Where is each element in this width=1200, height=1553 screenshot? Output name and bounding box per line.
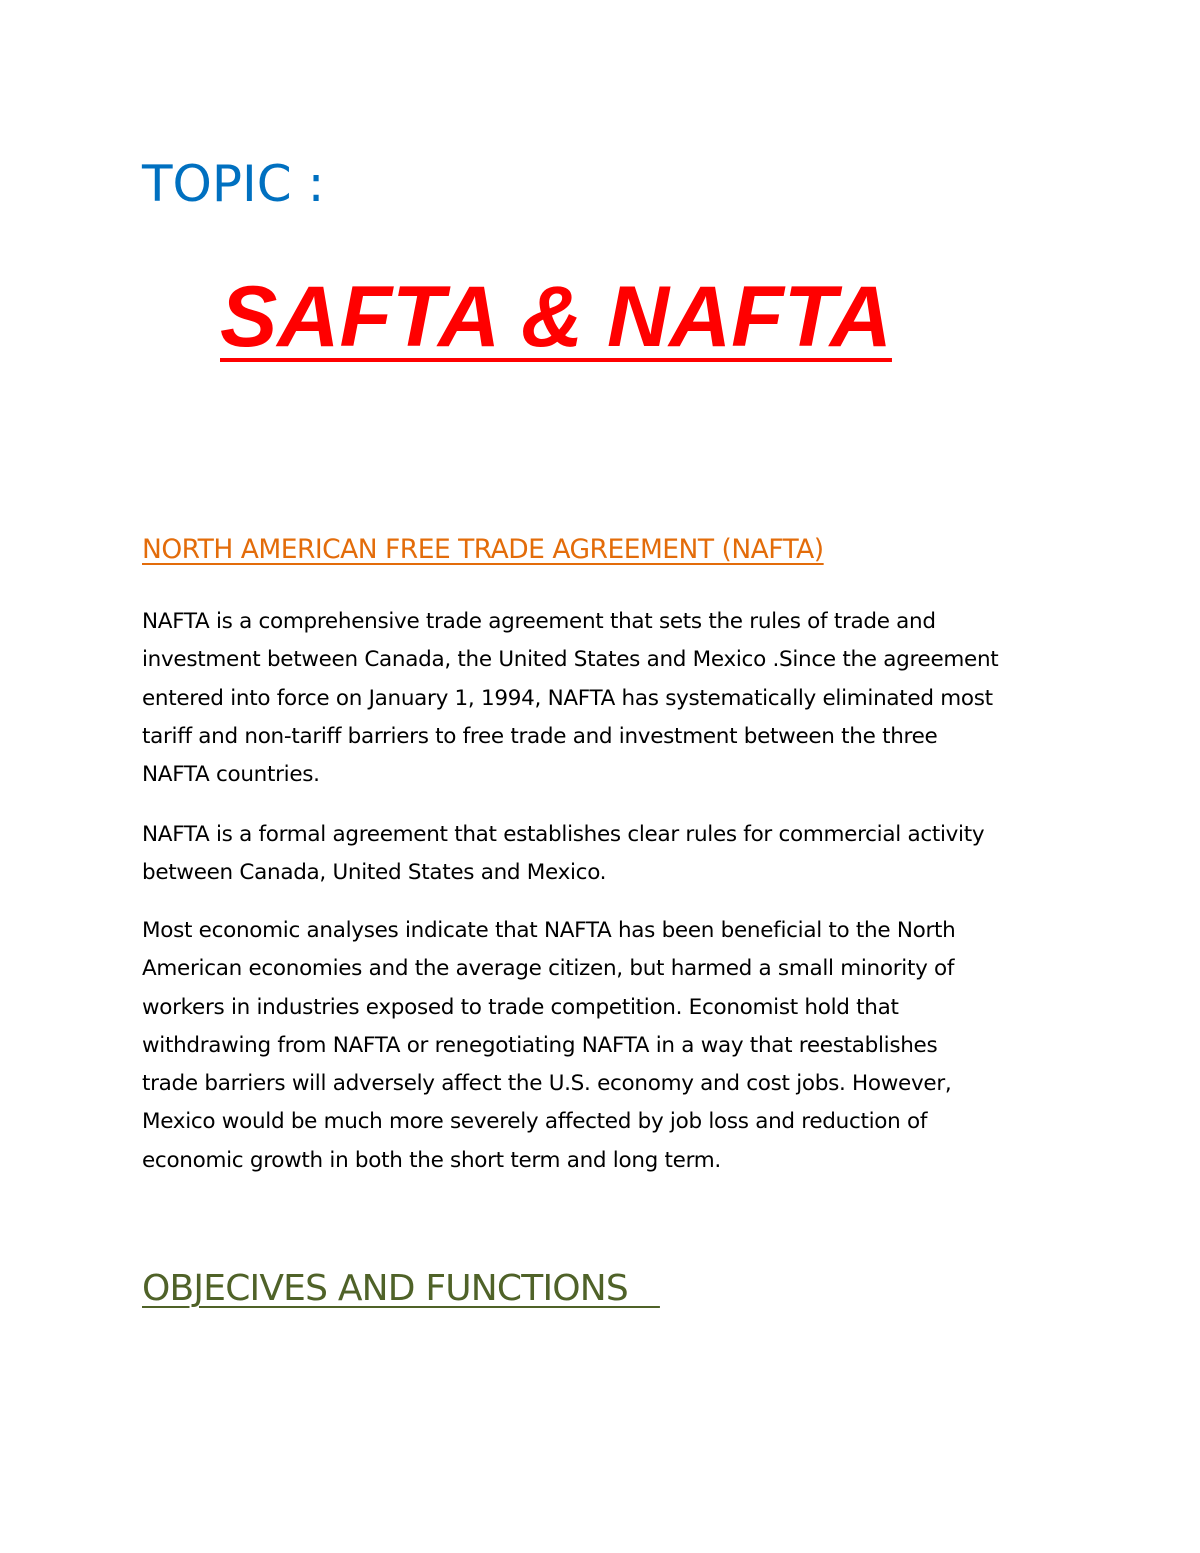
paragraph-line: NAFTA countries. <box>142 762 320 788</box>
paragraph-line: investment between Canada, the United States and Mexico .Since the agreement <box>142 647 999 673</box>
paragraph-line: tariff and non-tariff barriers to free trade and investment between the three <box>142 723 938 749</box>
paragraph-line: entered into force on January 1, 1994, NAFTA has systematically eliminated most <box>142 685 993 711</box>
paragraph-line: withdrawing from NAFTA or renegotiating NAFTA in a way that reestablishes <box>142 1032 938 1058</box>
topic-label: TOPIC : <box>142 155 325 213</box>
objectives-heading: OBJECIVES AND FUNCTIONS <box>142 1268 660 1309</box>
paragraph-line: Mexico would be much more severely affected by job loss and reduction of <box>142 1109 928 1135</box>
paragraph-nafta-economic-analysis <box>142 912 1062 1180</box>
paragraph-line: NAFTA is a formal agreement that establishes clear rules for commercial activity <box>142 822 985 847</box>
paragraph-nafta-overview <box>142 603 1062 794</box>
paragraph-line: trade barriers will adversely affect the U.S. economy and cost jobs. However, <box>142 1071 952 1097</box>
paragraph-line: Most economic analyses indicate that NAFTA has been beneficial to the North <box>142 918 956 943</box>
paragraph-line: economic growth in both the short term and long term. <box>142 1147 721 1173</box>
paragraph-line: between Canada, United States and Mexico. <box>142 860 607 886</box>
paragraph-nafta-formal-agreement <box>142 816 1062 893</box>
paragraph-line: NAFTA is a comprehensive trade agreement that sets the rules of trade and <box>142 609 936 634</box>
paragraph-line: American economies and the average citizen, but harmed a small minority of <box>142 956 955 982</box>
nafta-section-heading: NORTH AMERICAN FREE TRADE AGREEMENT (NAFTA) <box>142 534 824 565</box>
document-title: SAFTA & NAFTA <box>220 269 892 365</box>
paragraph-line: workers in industries exposed to trade competition. Economist hold that <box>142 994 899 1020</box>
